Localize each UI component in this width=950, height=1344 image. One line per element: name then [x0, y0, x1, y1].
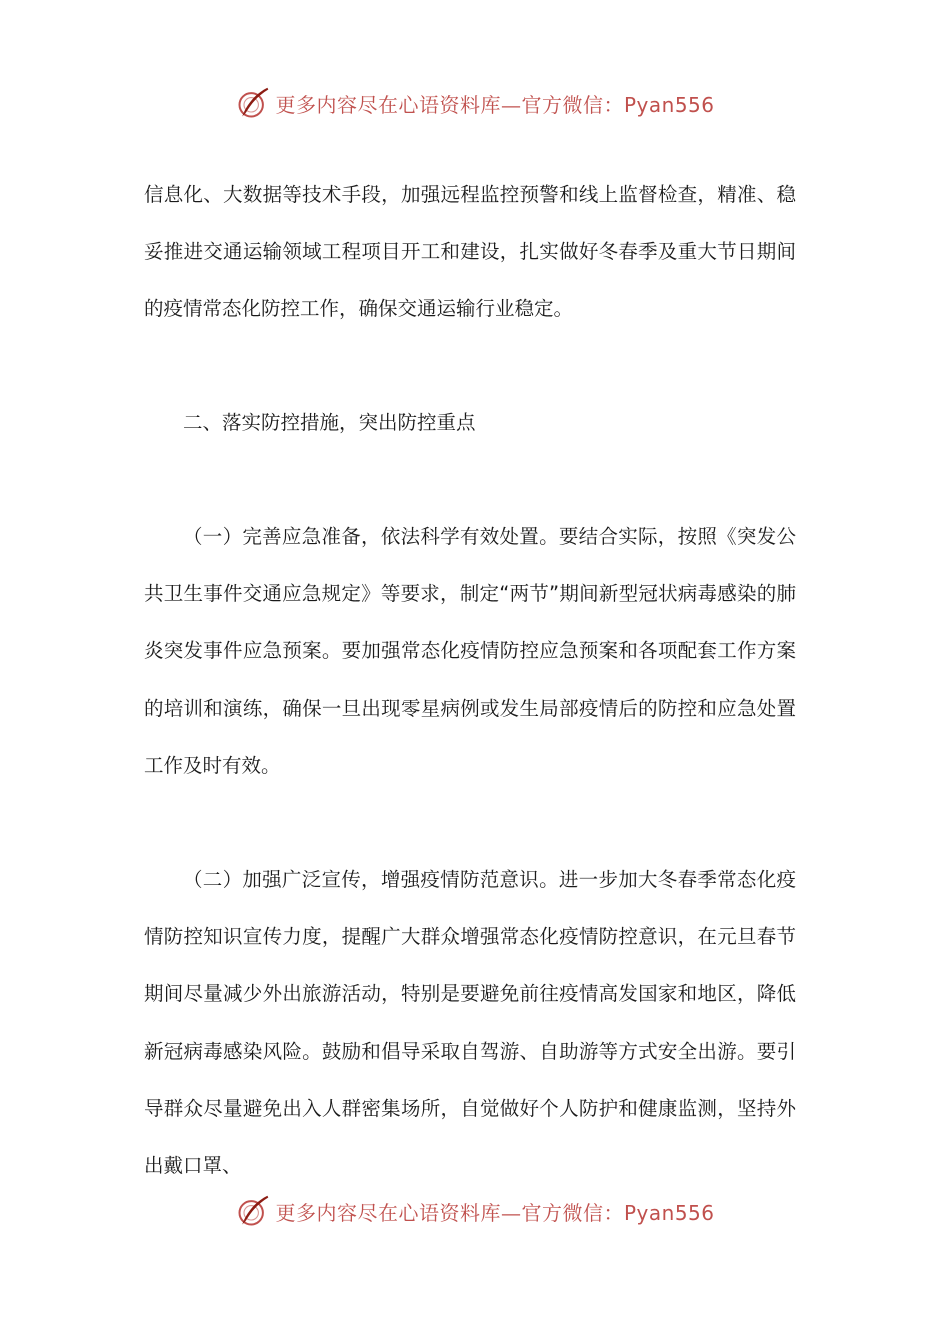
wechat-id: Pyan556 — [623, 1200, 715, 1225]
section-heading: 二、落实防控措施，突出防控重点 — [183, 411, 476, 434]
quill-logo-icon — [235, 1193, 271, 1229]
banner-text: 更多内容尽在心语资料库—官方微信：Pyan556 — [275, 1200, 715, 1225]
header-banner — [0, 78, 950, 128]
wechat-id: Pyan556 — [623, 92, 715, 117]
footer-banner — [0, 1186, 950, 1236]
paragraph-emergency-preparedness: （一）完善应急准备，依法科学有效处置。要结合实际，按照《突发公共卫生事件交通应急规定》等要求，制定“两节”期间新型冠状病毒感染的肺炎突发事件应急预案。要加强常态化疫情防控应急预案和各项配套工作方案的培训和演练，确保一旦出现零星病例或发生局部疫情后的防控和应急处置工作及时有效。 — [144, 525, 796, 777]
quill-logo-icon — [235, 85, 271, 121]
paragraph-continuation: 信息化、大数据等技术手段，加强远程监控预警和线上监督检查，精准、稳妥推进交通运输领域工程项目开工和建设，扎实做好冬春季及重大节日期间的疫情常态化防控工作，确保交通运输行业稳定。 — [144, 183, 796, 321]
banner-text: 更多内容尽在心语资料库—官方微信：Pyan556 — [275, 92, 715, 117]
paragraph-publicity: （二）加强广泛宣传，增强疫情防范意识。进一步加大冬春季常态化疫情防控知识宣传力度，提醒广大群众增强常态化疫情防控意识，在元旦春节期间尽量减少外出旅游活动，特别是要避免前往疫情高发国家和地区，降低新冠病毒感染风险。鼓励和倡导采取自驾游、自助游等方式安全出游。要引导群众尽量避免出入人群密集场所，自觉做好个人防护和健康监测，坚持外出戴口罩、 — [144, 868, 796, 1178]
